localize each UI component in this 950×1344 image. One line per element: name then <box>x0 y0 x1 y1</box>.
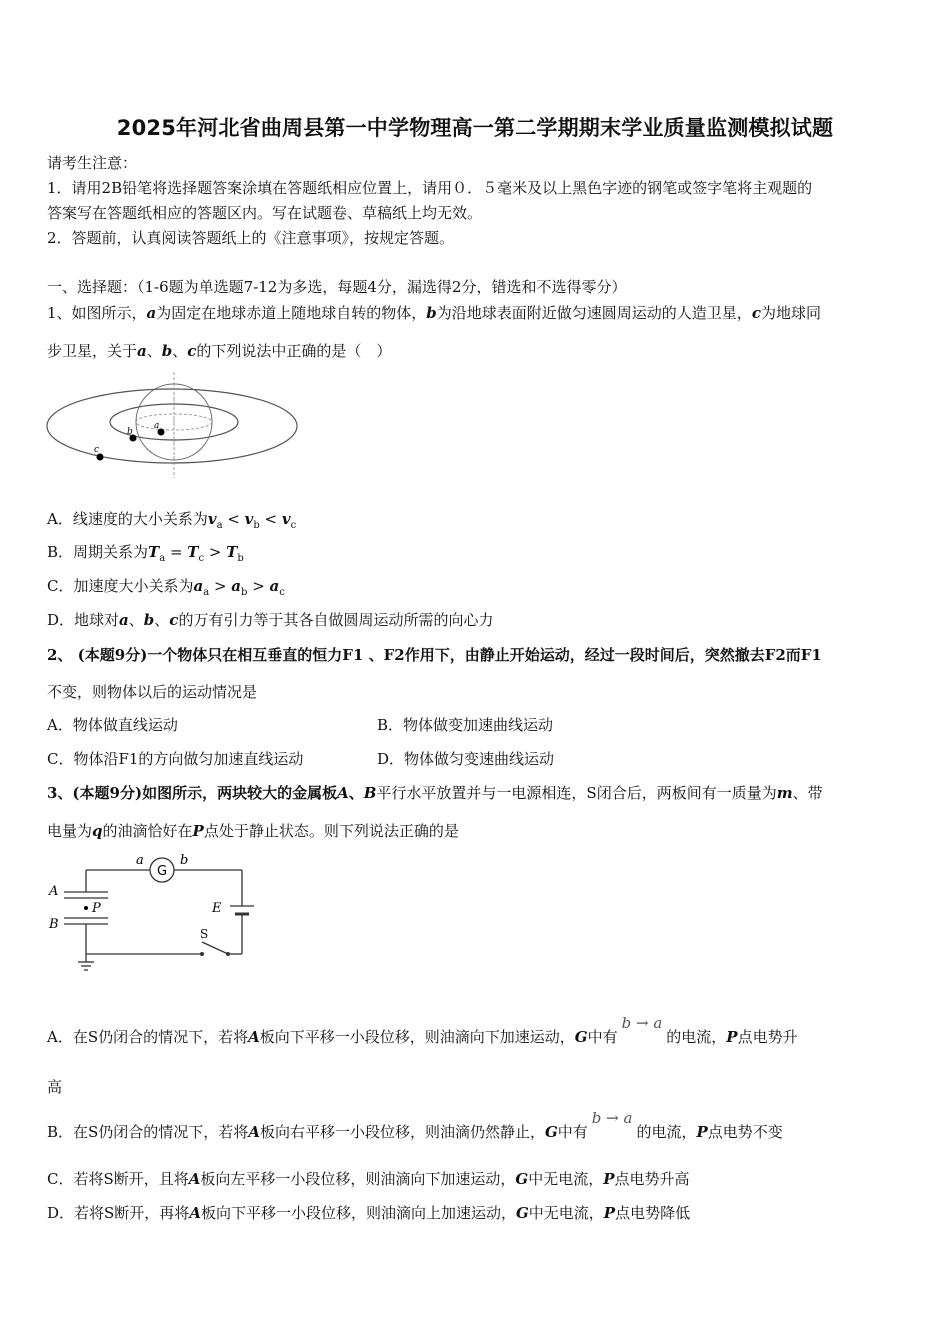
label-e: E <box>212 901 222 916</box>
q2-option-d[interactable]: D．物体做匀变速曲线运动 <box>377 750 555 768</box>
q1-option-c[interactable]: C．加速度大小关系为$a_a > a_b > a_c$ <box>47 577 285 598</box>
q3-option-a[interactable]: A．在S仍闭合的情况下，若将A板向下平移一小段位移，则油滴向下加速运动，G中有b → a的电流，P点电势升 <box>47 1014 798 1046</box>
q1-stem-line1: 1、如图所示，a为固定在地球赤道上随地球自转的物体，b为沿地球表面附近做匀速圆周运动的人造卫星，c为地球同 <box>47 304 821 322</box>
q3-option-a-cont: 高 <box>47 1078 63 1096</box>
label-c: c <box>94 445 100 455</box>
label-p: P <box>92 901 101 916</box>
label-a: a <box>154 421 160 431</box>
page-title: 2025年河北省曲周县第一中学物理高一第二学期期末学业质量监测模拟试题 <box>116 116 834 140</box>
orbit-c <box>47 389 297 463</box>
notice-item-2: 2．答题前，认真阅读答题纸上的《注意事项》，按规定答题。 <box>47 229 455 247</box>
q3-option-c[interactable]: C．若将S断开，且将A板向左平移一小段位移，则油滴向下加速运动，G中无电流，P点电势升高 <box>47 1170 690 1188</box>
notice-item-1b: 答案写在答题纸相应的答题区内。写在试题卷、草稿纸上均无效。 <box>47 204 483 222</box>
q2-stem-line1: 2、 (本题9分)一个物体只在相互垂直的恒力F1 、F2作用下，由静止开始运动，经过一段时间后，突然撤去F2而F1 <box>47 646 822 664</box>
q2-option-a[interactable]: A．物体做直线运动 <box>47 716 178 734</box>
switch-lever <box>202 942 228 954</box>
q3-option-d[interactable]: D．若将S断开，再将A板向下平移一小段位移，则油滴向上加速运动，G中无电流，P点电势降低 <box>47 1204 691 1222</box>
label-plate-b: B <box>49 917 59 932</box>
q3-circuit-figure <box>44 850 254 978</box>
section-heading: 一、选择题：（1-6题为单选题7-12为多选，每题4分，漏选得2分，错选和不选得零分） <box>47 278 627 296</box>
label-a-node: a <box>136 853 144 868</box>
q1-stem-line2: 步卫星，关于a、b、c的下列说法中正确的是（ ） <box>47 342 392 360</box>
q1-option-b[interactable]: B．周期关系为$T_a = T_c > T_b$ <box>47 543 244 564</box>
current-direction-a: b → a <box>621 1014 663 1032</box>
label-s: S <box>200 927 209 941</box>
current-direction-b: b → a <box>591 1109 633 1127</box>
q3-option-b[interactable]: B．在S仍闭合的情况下，若将A板向右平移一小段位移，则油滴仍然静止，G中有b → a的电流，P点电势不变 <box>47 1109 783 1141</box>
notice-heading: 请考生注意： <box>47 154 138 172</box>
q1-orbit-figure <box>44 370 304 482</box>
notice-item-1a: 1．请用2B铅笔将选择题答案涂填在答题纸相应位置上，请用０．５毫米及以上黑色字迹的钢笔或签字笔将主观题的 <box>47 179 813 197</box>
label-plate-a: A <box>49 884 59 899</box>
q2-option-c[interactable]: C．物体沿F1的方向做匀加速直线运动 <box>47 750 304 768</box>
label-b: b <box>127 427 133 437</box>
q3-stem-line1: 3、(本题9分)如图所示，两块较大的金属板A、B平行水平放置并与一电源相连，S闭合后，两板间有一质量为m、带 <box>47 784 823 802</box>
point-p <box>84 906 88 910</box>
q3-stem-line2: 电量为q的油滴恰好在P点处于静止状态。则下列说法正确的是 <box>47 822 459 840</box>
q2-option-b[interactable]: B．物体做变加速曲线运动 <box>377 716 554 734</box>
label-b-node: b <box>180 853 189 868</box>
label-g: G <box>157 864 168 879</box>
q1-option-a[interactable]: A．线速度的大小关系为$v_a < v_b < v_c$ <box>47 510 297 531</box>
q1-option-d[interactable]: D．地球对a、b、c的万有引力等于其各自做圆周运动所需的向心力 <box>47 611 494 629</box>
q2-stem-line2: 不变，则物体以后的运动情况是 <box>47 683 258 701</box>
